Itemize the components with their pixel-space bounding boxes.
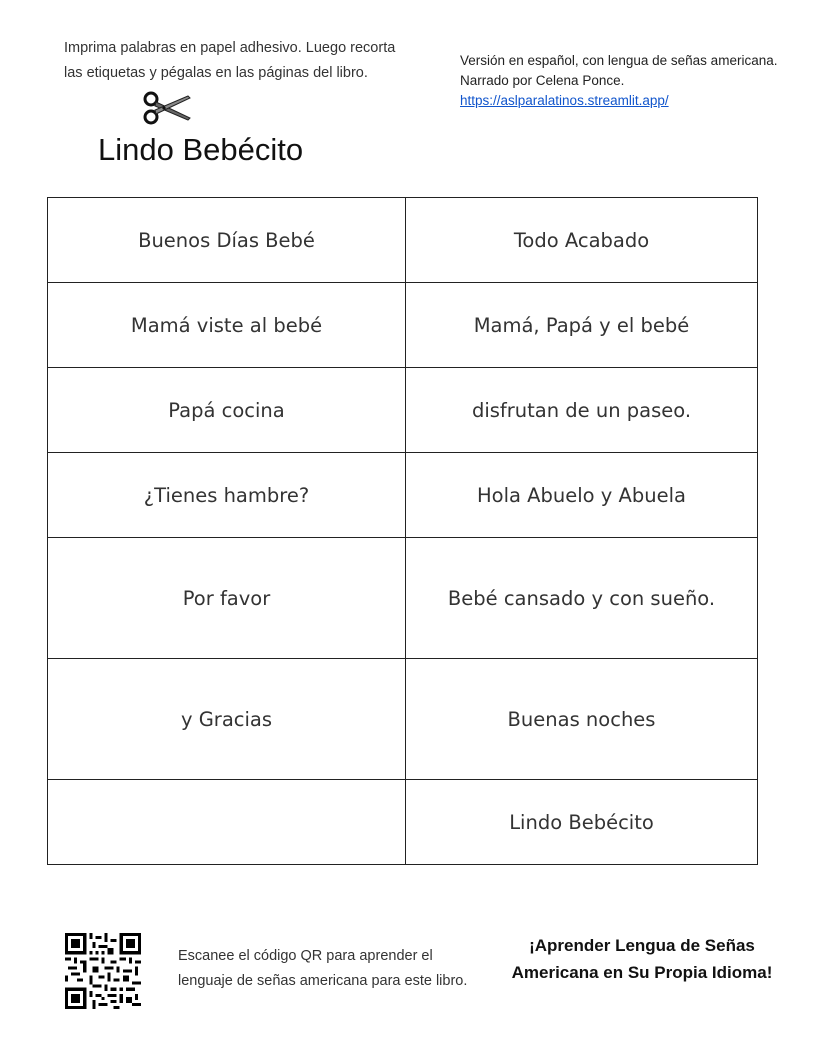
version-description: Versión en español, con lengua de señas americana.: [460, 53, 778, 68]
narrator-credit: Narrado por Celena Ponce.: [460, 73, 625, 88]
label-cell: ¿Tienes hambre?: [48, 453, 406, 538]
label-cell: Hola Abuelo y Abuela: [406, 453, 758, 538]
table-row: [48, 538, 758, 659]
table-row: [48, 453, 758, 538]
label-cell: Buenas noches: [406, 659, 758, 780]
table-row: [48, 780, 758, 865]
label-cell: Por favor: [48, 538, 406, 659]
scissors-icon: [142, 90, 192, 126]
label-cell: Mamá, Papá y el bebé: [406, 283, 758, 368]
promo-line-2: Americana en Su Propia Idioma!: [511, 963, 773, 982]
page-title: Lindo Bebécito: [98, 132, 304, 167]
label-cell: Mamá viste al bebé: [48, 283, 406, 368]
sticker-labels-table: [47, 197, 758, 865]
website-link[interactable]: https://aslparalatinos.streamlit.app/: [460, 93, 669, 108]
table-row: [48, 368, 758, 453]
label-cell: Todo Acabado: [406, 198, 758, 283]
table-row: [48, 283, 758, 368]
label-cell: y Gracias: [48, 659, 406, 780]
label-cell: disfrutan de un paseo.: [406, 368, 758, 453]
label-cell: Bebé cansado y con sueño.: [406, 538, 758, 659]
label-cell: Lindo Bebécito: [406, 780, 758, 865]
table-row: [48, 198, 758, 283]
instructions-text: Imprima palabras en papel adhesivo. Luego recorta las etiquetas y pégalas en las páginas del libro.: [64, 40, 396, 81]
qr-instructions: Escanee el código QR para aprender el lenguaje de señas americana para este libro.: [178, 948, 468, 989]
label-cell: Papá cocina: [48, 368, 406, 453]
promo-line-1: ¡Aprender Lengua de Señas: [529, 936, 755, 955]
promo-slogan: [492, 932, 792, 986]
version-info: [460, 51, 780, 111]
label-cell: [48, 780, 406, 865]
label-cell: Buenos Días Bebé: [48, 198, 406, 283]
table-row: [48, 659, 758, 780]
qr-code[interactable]: [65, 933, 141, 1009]
